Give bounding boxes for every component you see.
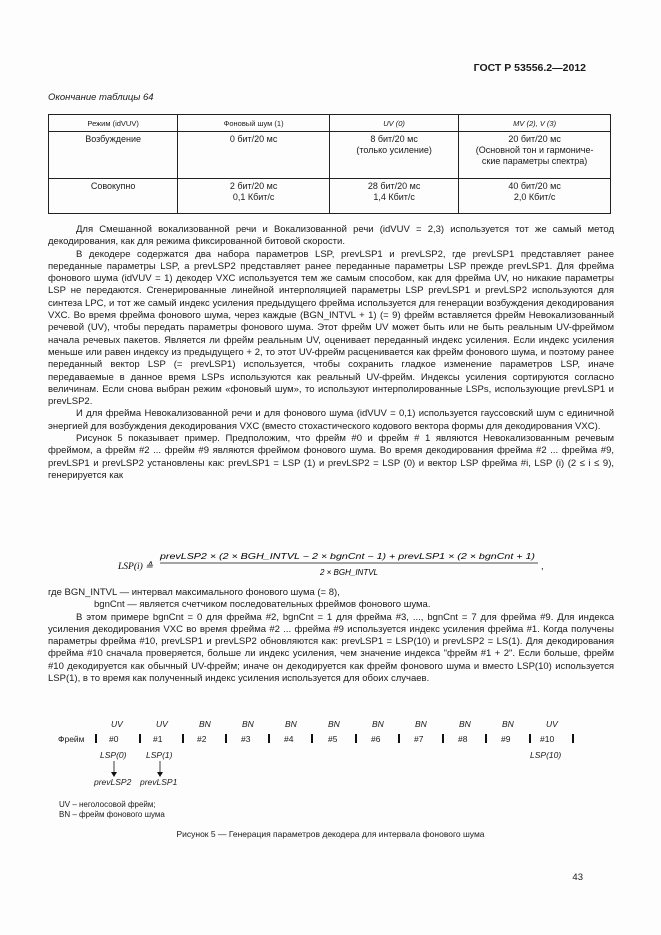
frame-type-label: BN bbox=[415, 719, 427, 729]
frame-type-label: BN bbox=[285, 719, 297, 729]
frame-number: #0 bbox=[109, 734, 119, 744]
frame-type-label: BN bbox=[328, 719, 340, 729]
frame-type-label: BN bbox=[199, 719, 211, 729]
legend-bn: BN – фрейм фонового шума bbox=[59, 810, 165, 819]
body-text-upper bbox=[48, 224, 614, 482]
cell-noise: 0 бит/20 мс bbox=[178, 132, 330, 179]
cell-line: 0,1 Кбит/с bbox=[232, 192, 275, 202]
col-header-noise: Фоновый шум (1) bbox=[178, 115, 330, 132]
frame-type-label: UV bbox=[546, 719, 558, 729]
paragraph: Рисунок 5 показывает пример. Предположим, что фрейм #0 и фрейм # 1 являются Невокализованным речевым фреймом, а фрейм #2 ... фрейм #9 являются фреймом фонового шума. Во время декодирования фрейма #2 ... фрейма #9, prevLSP1 и prevLSP2 установлены как: prevLSP1 = LSP (1) и prevLSP2 = LSP (0) и вектор LSP фрейма #i, LSP (i) (2 ≤ i ≤ 9), генерируется как bbox=[48, 433, 614, 481]
lsp10-label: LSP(10) bbox=[530, 750, 562, 760]
cell-mv bbox=[459, 132, 611, 179]
paragraph: В декодере содержатся два набора параметров LSP, prevLSP1 и prevLSP2, где prevLSP1 представляет ранее переданные параметры LSP, а prevLSP2 представляет ранее переданные параметры LSP прежде prevLSP1. Для фрейма фонового шума (idVUV = 1) декодер VXC используется тем же самым способом, как для фрейма UV, но никакие параметры LSP не передаются. Сгенерированные линейной интерполяцией параметры LSP prevLSP1 и prevLSP2 используются для синтеза LPC, и тот же самый индекс усиления предыдущего фрейма используется для генерации возбуждения декодирования VXC. Во время фрейма фонового шума, через каждые (BGN_INTVL + 1) (= 9) фрейм вставляется фрейм Невокализованный речевой (UV), чтобы передать параметры фонового шума. Этот фрейм UV может быть или не быть реальным UV-фреймом начала речевых пакетов. Является ли фрейм реальным UV, оценивает переданный индекс усиления. Если индекс усиления меньше или равен индексу из предыдущего + 2, то этот UV-фрейм расценивается как фрейм фонового шума, и поэтому ранее переданный вектор LSP (= prevLSP1) используется, чтобы сохранить гладкое изменение параметров LSP, иначе передаваемые в данное время LSPs используются как реальный UV-фрейм. Индексы усиления сортируются согласно величинам. Если снова выбран режим «фоновый шум», то используют интерполированные LSPs, использующие prevLSP1 и prevLSP2. bbox=[48, 248, 614, 408]
cell-line: 8 бит/20 мс bbox=[370, 134, 418, 144]
legend-uv: UV – неголосовой фрейм; bbox=[59, 800, 156, 809]
where-line: bgnCnt — является счетчиком последовательных фреймов фонового шума. bbox=[94, 599, 431, 611]
col-header-mv: MV (2), V (3) bbox=[459, 115, 611, 132]
cell-line: 2 бит/20 мс bbox=[229, 181, 278, 191]
cell-line: (Основной тон и гармониче- bbox=[475, 145, 594, 155]
bitrate-table bbox=[48, 114, 611, 214]
table-caption: Окончание таблицы 64 bbox=[48, 92, 154, 103]
formula-comma: , bbox=[541, 561, 544, 571]
frame-type-label: BN bbox=[242, 719, 254, 729]
cell-line: 20 бит/20 мс bbox=[508, 134, 561, 144]
paragraph: Для Смешанной вокализованной речи и Вокализованной речи (idVUV = 2,3) используется тот же самый метод декодирования, как для режима фиксированной битовой скорости. bbox=[48, 224, 614, 248]
formula-lhs: LSP(i) ≙ bbox=[118, 562, 154, 572]
lsp1-label: LSP(1) bbox=[146, 750, 173, 760]
frame-type-label: BN bbox=[372, 719, 384, 729]
cell-uv bbox=[329, 179, 458, 214]
table-row bbox=[49, 179, 611, 214]
cell-mv bbox=[459, 179, 611, 214]
cell-uv bbox=[329, 132, 458, 179]
where-line: где BGN_INTVL — интервал максимального фонового шума (= 8), bbox=[48, 587, 340, 598]
standard-header: ГОСТ Р 53556.2—2012 bbox=[473, 62, 586, 74]
cell-mode: Совокупно bbox=[49, 179, 178, 214]
table-row bbox=[49, 132, 611, 179]
formula-numerator: prevLSP2 × (2 × BGH_INTVL − 2 × bgnCnt − 1) + prevLSP1 × (2 × bgnCnt + 1) bbox=[158, 552, 536, 561]
frame-number: #1 bbox=[153, 734, 163, 744]
page-number: 43 bbox=[572, 872, 583, 883]
frame-type-label: UV bbox=[111, 719, 123, 729]
col-header-mode: Режим (idVUV) bbox=[49, 115, 178, 132]
frame-number: #2 bbox=[197, 734, 207, 744]
frame-type-label: BN bbox=[502, 719, 514, 729]
cell-line: 28 бит/20 мс bbox=[367, 181, 421, 191]
frame-number: #10 bbox=[540, 734, 555, 744]
frame-number: #6 bbox=[371, 734, 381, 744]
cell-line: 1,4 Кбит/с bbox=[373, 192, 415, 202]
frame-type-label: BN bbox=[459, 719, 471, 729]
frame-diagram bbox=[48, 715, 614, 825]
prevlsp2-label: prevLSP2 bbox=[94, 777, 132, 787]
frame-number: #8 bbox=[458, 734, 468, 744]
cell-line: 40 бит/20 мс bbox=[508, 181, 561, 191]
frame-number: #4 bbox=[284, 734, 294, 744]
frame-type-label: UV bbox=[156, 719, 168, 729]
paragraph: И для фрейма Невокализованной речи и для фонового шума (idVUV = 0,1) используется гауссовский шум с единичной энергией для возбуждения декодирования VXC (вместо стохастического кодового вектора формы для декодирования VXC). bbox=[48, 408, 614, 432]
paragraph: В этом примере bgnCnt = 0 для фрейма #2, bgnCnt = 1 для фрейма #3, ..., bgnCnt = 7 для фрейма #9. Для индекса усиления декодирования VXC во время фрейма #2 ... фрейма #9 используется индекс усиления фрейма #1. Когда получены параметры фрейма #10, prevLSP1 и prevLSP2 обновляются как: prevLSP1 = LSP(10) и prevLSP2 = LS(1). Для декодирования фрейма #10 сначала проверяется, больше ли индекс усиления, чем значение индекса "фрейм #1 + 2". Если больше, фрейм #10 декодируется как обычный UV-фрейм; иначе он декодируется как фрейм фонового шума и вместо LSP(10) используется LSP(1), в то время как полученный индекс усиления используется для обоих случаев. bbox=[48, 611, 614, 685]
col-header-uv: UV (0) bbox=[329, 115, 458, 132]
lsp0-label: LSP(0) bbox=[100, 750, 127, 760]
cell-mode: Возбуждение bbox=[49, 132, 178, 179]
frame-number: #7 bbox=[414, 734, 424, 744]
prevlsp1-label: prevLSP1 bbox=[140, 777, 178, 787]
cell-line: (только усиление) bbox=[356, 145, 432, 155]
frame-row-label: Фрейм bbox=[58, 734, 85, 744]
frame-number: #9 bbox=[501, 734, 511, 744]
frame-number: #3 bbox=[241, 734, 251, 744]
cell-line: ские параметры спектра) bbox=[481, 156, 588, 166]
table-header-row bbox=[49, 115, 611, 132]
formula-denominator: 2 × BGH_INTVL bbox=[319, 568, 379, 577]
figure-caption: Рисунок 5 — Генерация параметров декодера для интервала фонового шума bbox=[176, 829, 485, 839]
cell-noise bbox=[178, 179, 330, 214]
cell-line: 2,0 Кбит/с bbox=[513, 192, 556, 202]
frame-number: #5 bbox=[328, 734, 338, 744]
body-text-lower bbox=[48, 587, 614, 685]
lsp-interpolation-formula bbox=[48, 548, 614, 582]
